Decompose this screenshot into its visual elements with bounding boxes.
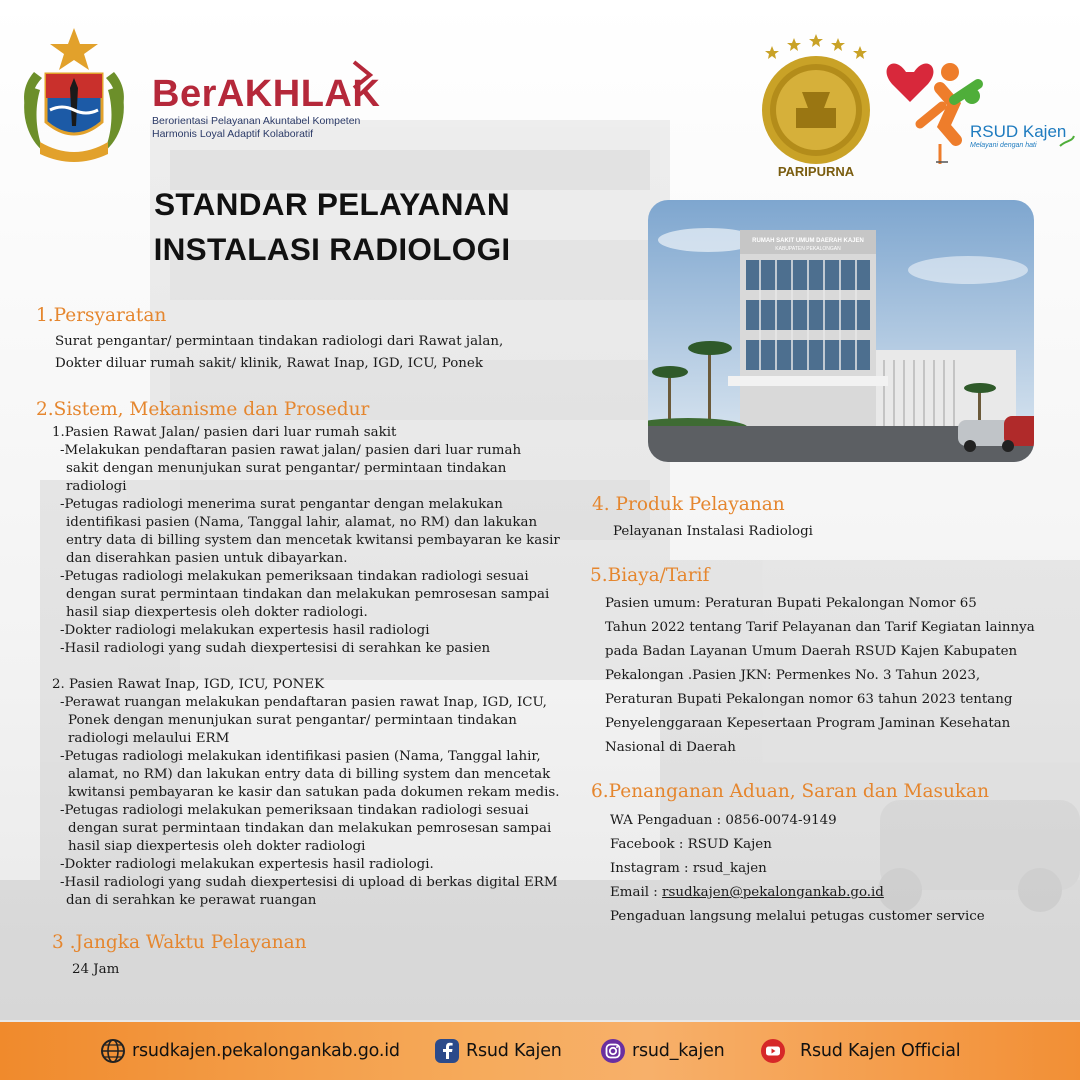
persyaratan-line-2: Dokter diluar rumah sakit/ klinik, Rawat Inap, IGD, ICU, Ponek (55, 356, 483, 371)
facebook-icon (434, 1038, 460, 1064)
sistem-b2-line: -Petugas radiologi melakukan pemeriksaan tindakan radiologi sesuai (60, 803, 529, 818)
sistem-b2-line: dengan surat permintaan tindakan dan melakukan pemrosesan sampai (68, 821, 552, 836)
paripurna-medal-logo (752, 32, 880, 182)
globe-icon (100, 1038, 126, 1064)
aduan-email-link[interactable]: rsudkajen@pekalongankab.go.id (662, 885, 884, 900)
title-line-1: STANDAR PELAYANAN (154, 186, 510, 222)
rsud-tagline: Melayani dengan hati (970, 142, 1037, 149)
aduan-email-label: Email : (610, 885, 663, 900)
youtube-icon (760, 1038, 786, 1064)
section-sistem-heading: 2.Sistem, Mekanisme dan Prosedur (36, 399, 370, 420)
biaya-line: Pasien umum: Peraturan Bupati Pekalongan Nomor 65 (605, 596, 977, 611)
biaya-line: Nasional di Daerah (605, 740, 736, 755)
footer-bar (0, 1022, 1080, 1080)
aduan-email-row (610, 881, 884, 905)
section-produk-heading: 4. Produk Pelayanan (592, 494, 785, 515)
sistem-b2-line: Ponek dengan menunjukan surat pengantar/ permintaan tindakan (68, 713, 517, 728)
photo-sign-line-1: RUMAH SAKIT UMUM DAERAH KAJEN (752, 238, 864, 244)
persyaratan-line-1: Surat pengantar/ permintaan tindakan radiologi dari Rawat jalan, (55, 334, 504, 349)
title-line-2: INSTALASI RADIOLOGI (153, 231, 511, 267)
footer-youtube-text: Rsud Kajen Official (800, 1041, 961, 1061)
aduan-instagram: Instagram : rsud_kajen (610, 861, 767, 876)
sistem-b1-line: hasil siap diexpertesis oleh dokter radiologi. (66, 605, 368, 620)
sistem-b2-line: alamat, no RM) dan lakukan entry data di billing system dan mencetak (68, 767, 551, 782)
chevron-right-icon (348, 60, 376, 90)
sistem-b2-line: radiologi melaului ERM (68, 731, 230, 746)
aduan-facebook: Facebook : RSUD Kajen (610, 837, 772, 852)
biaya-line: Penyelenggaraan Kepesertaan Program Jaminan Kesehatan (605, 716, 1011, 731)
sistem-b1-line: radiologi (66, 479, 127, 494)
section-persyaratan-heading: 1.Persyaratan (36, 305, 167, 326)
berakhlak-logo (152, 74, 380, 140)
sistem-b1-line: identifikasi pasien (Nama, Tanggal lahir, alamat, no RM) dan lakukan (66, 515, 538, 530)
footer-facebook[interactable] (434, 1037, 562, 1065)
aduan-wa: WA Pengaduan : 0856-0074-9149 (610, 813, 837, 828)
sistem-b2-line: 2. Pasien Rawat Inap, IGD, ICU, PONEK (52, 677, 325, 692)
berakhlak-subtitle-1: Berorientasi Pelayanan Akuntabel Kompeten (152, 115, 361, 127)
instagram-icon (600, 1038, 626, 1064)
sistem-b1-line: dan diserahkan pasien untuk dibayarkan. (66, 551, 348, 566)
sistem-b2-line: dan di serahkan ke perawat ruangan (66, 893, 317, 908)
sistem-b1-line: -Hasil radiologi yang sudah diexpertesisi di serahkan ke pasien (60, 641, 491, 656)
berakhlak-title: BerAKHLAK (152, 73, 381, 115)
footer-website-text: rsudkajen.pekalongankab.go.id (132, 1041, 400, 1061)
section-biaya-heading: 5.Biaya/Tarif (590, 565, 710, 586)
biaya-line: Pekalongan .Pasien JKN: Permenkes No. 3 Tahun 2023, (605, 668, 981, 683)
sistem-b1-line: sakit dengan menunjukan surat pengantar/ permintaan tindakan (66, 461, 507, 476)
page-title (118, 182, 546, 272)
rsud-name: RSUD Kajen (970, 122, 1067, 141)
sistem-b1-line: 1.Pasien Rawat Jalan/ pasien dari luar rumah sakit (52, 425, 397, 440)
footer-youtube[interactable] (760, 1037, 960, 1065)
sistem-b1-line: -Melakukan pendaftaran pasien rawat jalan/ pasien dari luar rumah (60, 443, 522, 458)
photo-sign-line-2: KABUPATEN PEKALONGAN (775, 246, 841, 252)
medal-label: PARIPURNA (777, 164, 855, 179)
footer-facebook-text: Rsud Kajen (466, 1041, 562, 1061)
sistem-b2-line: hasil siap diexpertesis oleh dokter radiologi (68, 839, 366, 854)
rsud-kajen-logo (884, 44, 1080, 174)
produk-text: Pelayanan Instalasi Radiologi (613, 524, 813, 539)
sistem-b2-line: kwitansi pembayaran ke kasir dan satukan pada dokumen rekam medis. (68, 785, 560, 800)
biaya-line: Tahun 2022 tentang Tarif Pelayanan dan Tarif Kegiatan lainnya (605, 620, 1035, 635)
aduan-langsung: Pengaduan langsung melalui petugas customer service (610, 909, 985, 924)
biaya-line: Peraturan Bupati Pekalongan nomor 63 tahun 2023 tentang (605, 692, 1013, 707)
footer-instagram[interactable] (600, 1037, 725, 1065)
biaya-line: pada Badan Layanan Umum Daerah RSUD Kajen Kabupaten (605, 644, 1018, 659)
footer-website[interactable] (100, 1037, 400, 1065)
berakhlak-subtitle-2: Harmonis Loyal Adaptif Kolaboratif (152, 128, 314, 140)
hospital-building-photo (648, 200, 1034, 462)
sistem-b1-line: entry data di billing system dan mencetak kwitansi pembayaran ke kasir (66, 533, 560, 548)
pekalongan-emblem-logo (18, 26, 130, 166)
sistem-b2-line: -Dokter radiologi melakukan expertesis hasil radiologi. (60, 857, 434, 872)
sistem-b1-line: -Dokter radiologi melakukan expertesis hasil radiologi (60, 623, 430, 638)
section-aduan-heading: 6.Penanganan Aduan, Saran dan Masukan (591, 781, 990, 802)
sistem-b2-line: -Hasil radiologi yang sudah diexpertesisi di upload di berkas digital ERM (60, 875, 558, 890)
sistem-b1-line: -Petugas radiologi melakukan pemeriksaan tindakan radiologi sesuai (60, 569, 529, 584)
jangka-text: 24 Jam (72, 962, 120, 977)
footer-instagram-text: rsud_kajen (632, 1041, 725, 1061)
sistem-b1-line: dengan surat permintaan tindakan dan melakukan pemrosesan sampai (66, 587, 550, 602)
sistem-b2-line: -Petugas radiologi melakukan identifikasi pasien (Nama, Tanggal lahir, (60, 749, 541, 764)
sistem-b2-line: -Perawat ruangan melakukan pendaftaran pasien rawat Inap, IGD, ICU, (60, 695, 547, 710)
sistem-b1-line: -Petugas radiologi menerima surat pengantar dengan melakukan (60, 497, 503, 512)
section-jangka-heading: 3 .Jangka Waktu Pelayanan (52, 932, 307, 953)
